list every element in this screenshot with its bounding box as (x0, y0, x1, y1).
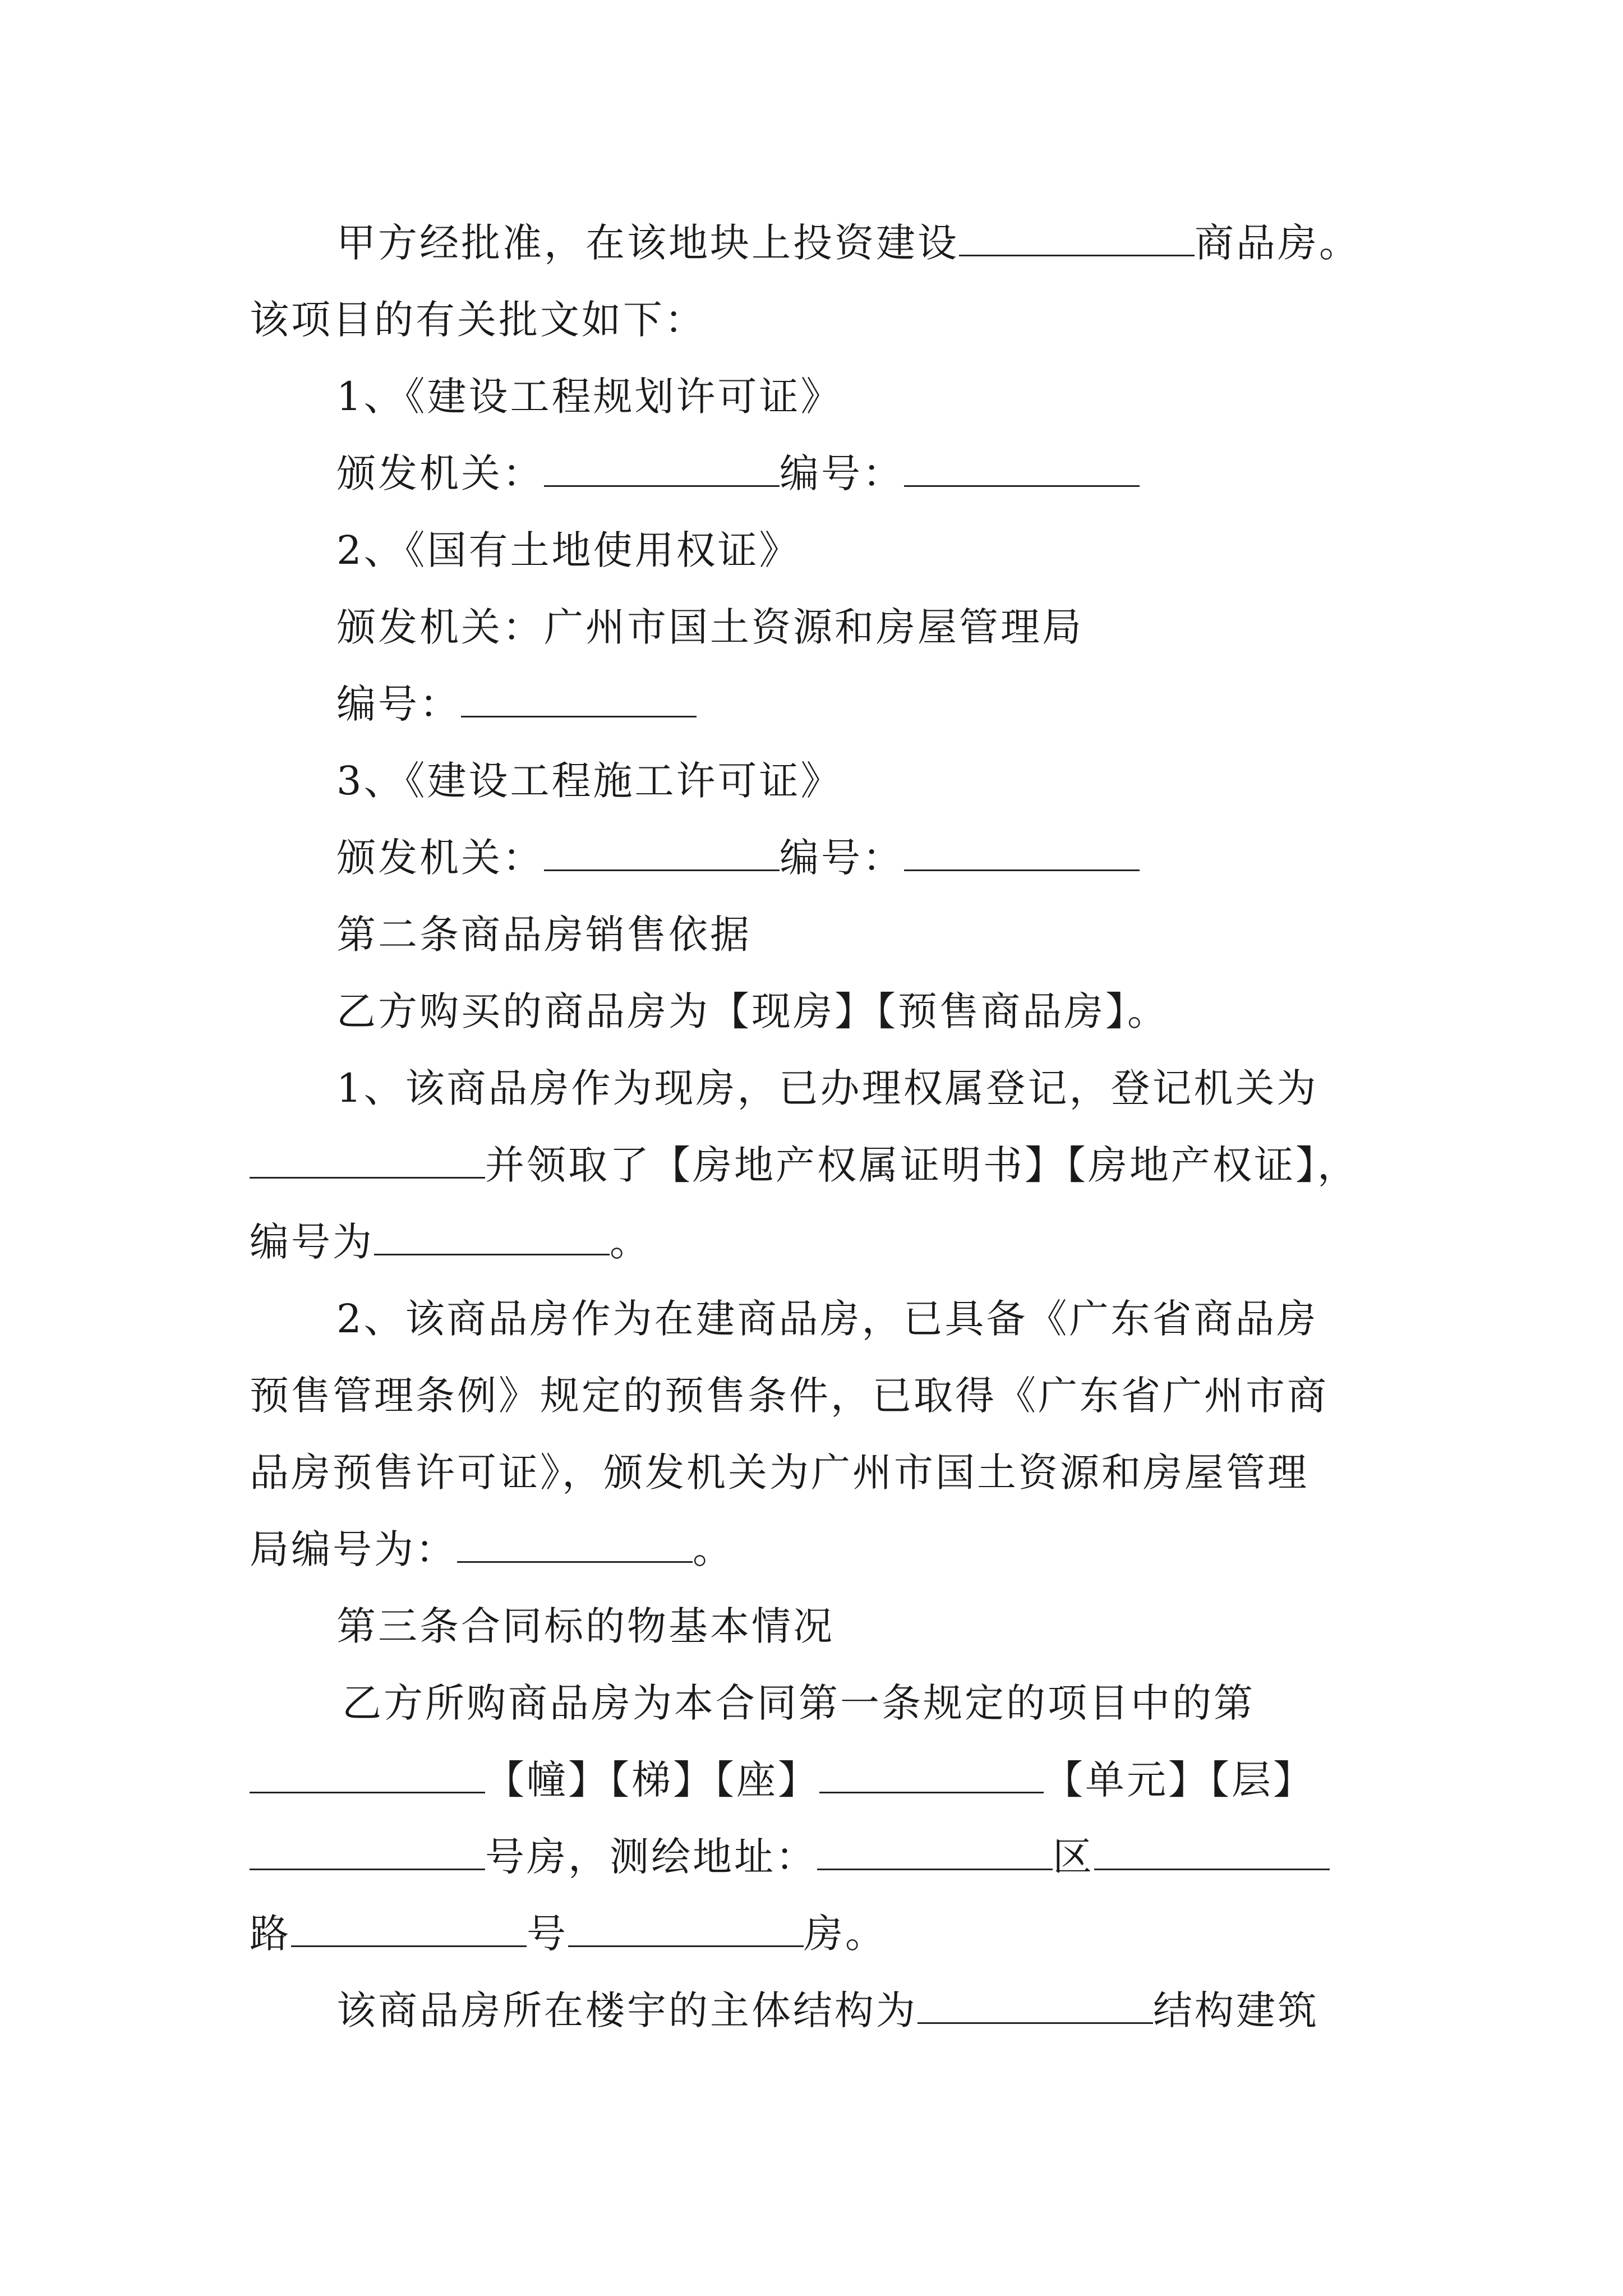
blank-field (461, 681, 697, 717)
blank-field (568, 1911, 804, 1947)
text: 2、《国有土地使用权证》 (336, 527, 801, 573)
paragraph-line (0, 1214, 1623, 1270)
blank-field (1094, 1834, 1330, 1870)
text: 颁发机关： (336, 835, 544, 881)
text: 区 (1053, 1834, 1094, 1880)
text: 。 (693, 1526, 734, 1572)
text: 2、该商品房作为在建商品房，已具备《广东省商品房 (336, 1296, 1318, 1342)
blank-field (250, 1142, 485, 1179)
paragraph-line (0, 1521, 1623, 1577)
text: 1、《建设工程规划许可证》 (336, 374, 842, 420)
text: 颁发机关：广州市国土资源和房屋管理局 (336, 604, 1083, 650)
blank-field (959, 220, 1195, 256)
paragraph-line (0, 1829, 1623, 1885)
text: 【幢】【梯】【座】 (485, 1757, 819, 1803)
blank-field (457, 1526, 693, 1563)
paragraph-line (0, 1368, 1623, 1424)
paragraph-line (0, 676, 1623, 732)
paragraph-line (0, 1752, 1623, 1808)
paragraph-line (0, 907, 1623, 963)
paragraph-line (0, 1291, 1623, 1347)
text: 号房，测绘地址： (485, 1834, 817, 1880)
blank-field (917, 1987, 1153, 2024)
text: 颁发机关： (336, 450, 544, 496)
text: 路 (250, 1911, 291, 1957)
paragraph-line (0, 1675, 1623, 1731)
blank-field (544, 450, 780, 487)
paragraph-line (0, 369, 1623, 425)
text: 并领取了【房地产权属证明书】【房地产权证】， (485, 1142, 1359, 1188)
text: 3、《建设工程施工许可证》 (336, 758, 842, 804)
text: 编号： (780, 450, 904, 496)
blank-field (250, 1834, 485, 1870)
text: 房。 (804, 1911, 887, 1957)
text: 1、该商品房作为现房，已办理权属登记，登记机关为 (336, 1065, 1318, 1111)
text: 该项目的有关批文如下： (250, 297, 706, 343)
paragraph-line (0, 830, 1623, 886)
paragraph-line (0, 1137, 1623, 1193)
text: 乙方购买的商品房为【现房】【预售商品房】。 (336, 988, 1169, 1034)
text: 甲方经批准，在该地块上投资建设 (336, 220, 959, 266)
paragraph-line (0, 1598, 1623, 1654)
blank-field (544, 835, 780, 871)
text: 结构建筑 (1153, 1987, 1319, 2033)
paragraph-line (0, 983, 1623, 1039)
paragraph-line (0, 215, 1623, 271)
text: 编号： (336, 681, 461, 727)
section-heading: 第三条合同标的物基本情况 (336, 1603, 834, 1649)
text: 预售管理条例》规定的预售条件，已取得《广东省广州市商 (250, 1373, 1329, 1419)
section-heading: 第二条商品房销售依据 (336, 912, 751, 958)
paragraph-line (0, 292, 1623, 348)
text: 号 (527, 1911, 568, 1957)
paragraph-line (0, 599, 1623, 655)
text: 品房预售许可证》，颁发机关为广州市国土资源和房屋管理 (250, 1450, 1309, 1496)
text: 商品房。 (1195, 220, 1361, 266)
text: 局编号为： (250, 1526, 457, 1572)
blank-field (904, 835, 1140, 871)
paragraph-line (0, 753, 1623, 809)
blank-field (374, 1219, 610, 1255)
paragraph-line (0, 445, 1623, 501)
blank-field (904, 450, 1140, 487)
blank-field (291, 1911, 527, 1947)
paragraph-line (0, 1982, 1623, 2039)
text: 编号为 (250, 1219, 374, 1265)
paragraph-line (0, 1444, 1623, 1501)
blank-field (817, 1834, 1053, 1870)
text: 该商品房所在楼宇的主体结构为 (336, 1987, 917, 2033)
text: 乙方所购商品房为本合同第一条规定的项目中的第 (342, 1680, 1255, 1726)
text: 编号： (780, 835, 904, 881)
paragraph-line (0, 1060, 1623, 1116)
blank-field (819, 1757, 1044, 1793)
text: 【单元】【层】 (1044, 1757, 1315, 1803)
text: 。 (610, 1219, 651, 1265)
paragraph-line (0, 522, 1623, 578)
blank-field (250, 1757, 485, 1793)
paragraph-line (0, 1906, 1623, 1962)
